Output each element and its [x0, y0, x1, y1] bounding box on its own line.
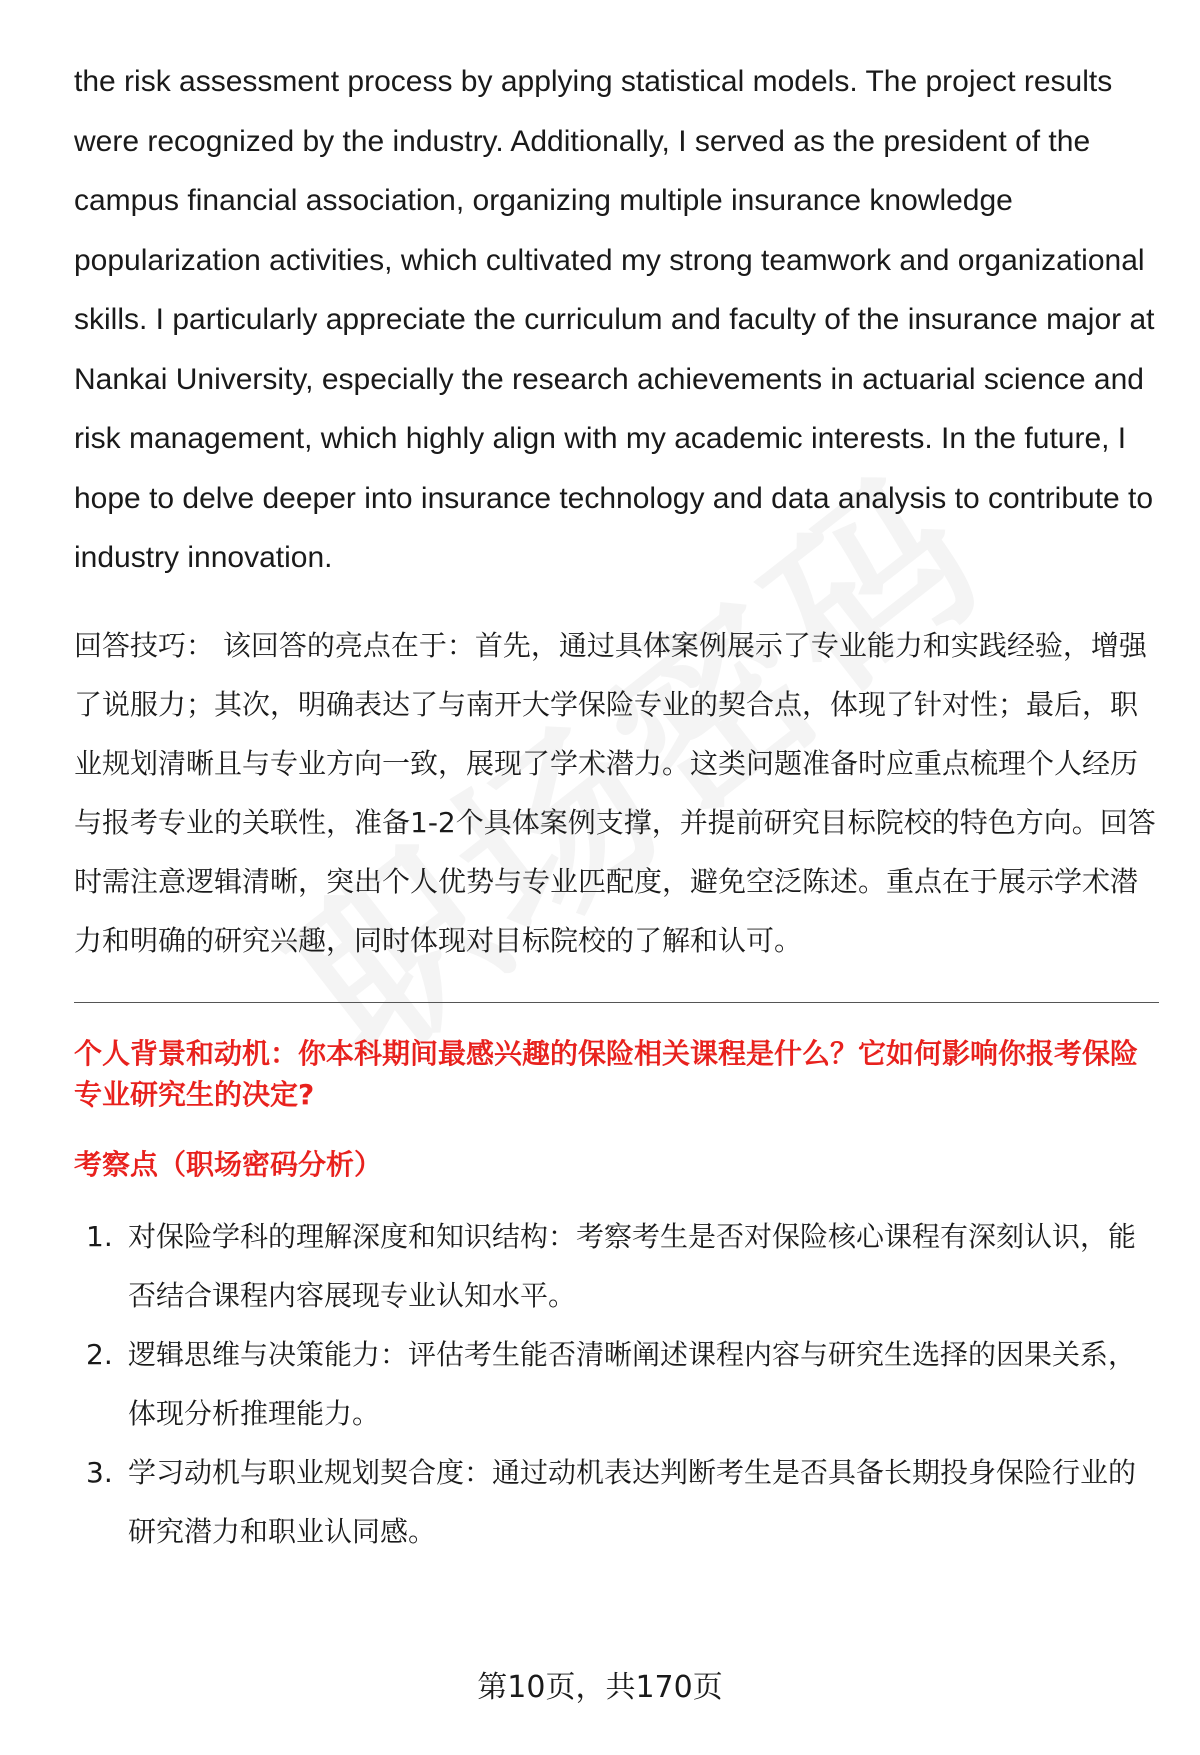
- list-item-text: 逻辑思维与决策能力：评估考生能否清晰阐述课程内容与研究生选择的因果关系，体现分析推理能力。: [128, 1337, 1137, 1430]
- list-item-number: 2.: [86, 1337, 113, 1371]
- page-number: 第10页，共170页: [477, 1670, 723, 1705]
- answer-paragraph-en: the risk assessment process by applying statistical models. The project results were recognized by the industry. Additionally, I served as the president of the campus financial association, organizing multiple insurance knowledge popularization activities, which cultivated my strong teamwork and organizational skills. I particularly appreciate the curriculum and faculty of the insurance major at Nankai University, especially the research achievements in actuarial science and risk management, which highly align with my academic interests. In the future, I hope to delve deeper into insurance technology and data analysis to contribute to industry innovation.: [74, 65, 1155, 574]
- section-divider: [74, 1002, 1159, 1003]
- list-item-number: 3.: [86, 1455, 113, 1489]
- question-title: 个人背景和动机：你本科期间最感兴趣的保险相关课程是什么？它如何影响你报考保险专业研究生的决定?: [74, 1036, 1139, 1111]
- assessment-points-list: [74, 1207, 1159, 1561]
- assessment-points-heading: 考察点（职场密码分析）: [74, 1147, 383, 1181]
- list-item-text: 对保险学科的理解深度和知识结构：考察考生是否对保险核心课程有深刻认识，能否结合课程内容展现专业认知水平。: [128, 1219, 1137, 1312]
- list-item: [74, 1207, 1159, 1325]
- answer-tip-paragraph: 回答技巧： 该回答的亮点在于：首先，通过具体案例展示了专业能力和实践经验，增强了说服力；其次，明确表达了与南开大学保险专业的契合点，体现了针对性；最后，职业规划清晰且与专业方向一致，展现了学术潜力。这类问题准备时应重点梳理个人经历与报考专业的关联性，准备1-2个具体案例支撑，并提前研究目标院校的特色方向。回答时需注意逻辑清晰，突出个人优势与专业匹配度，避免空泛陈述。重点在于展示学术潜力和明确的研究兴趣，同时体现对目标院校的了解和认可。: [74, 628, 1156, 957]
- list-item-text: 学习动机与职业规划契合度：通过动机表达判断考生是否具备长期投身保险行业的研究潜力和职业认同感。: [128, 1455, 1137, 1548]
- list-item-number: 1.: [86, 1219, 113, 1253]
- list-item: [74, 1325, 1159, 1443]
- list-item: [74, 1443, 1159, 1561]
- document-page: [74, 52, 1159, 1561]
